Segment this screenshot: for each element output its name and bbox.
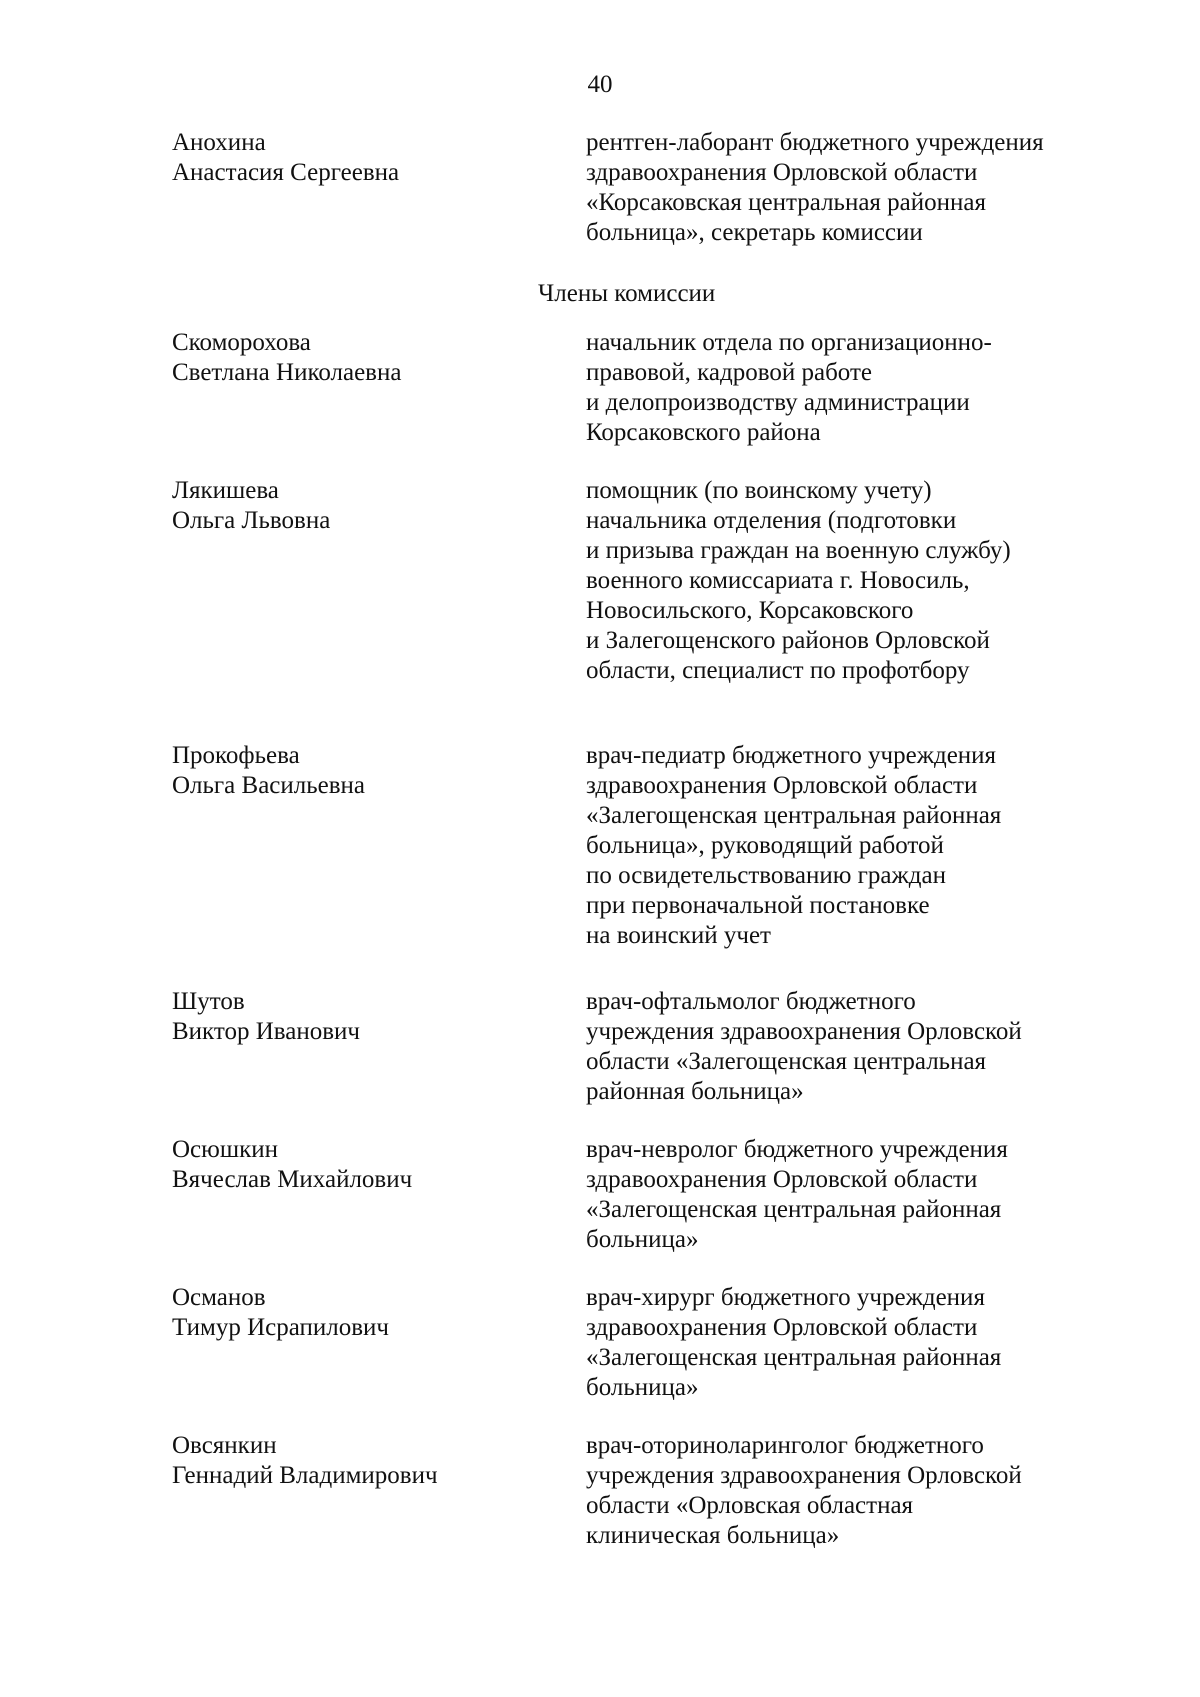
- member-given-names: Ольга Львовна: [172, 507, 331, 534]
- member-name: [172, 1135, 572, 1195]
- member-position: [586, 1135, 1106, 1255]
- member-given-names: Геннадий Владимирович: [172, 1462, 438, 1489]
- member-name: [172, 476, 572, 536]
- member-position: [586, 987, 1106, 1107]
- member-surname: Прокофьева: [172, 742, 300, 769]
- member-surname: Скоморохова: [172, 329, 311, 356]
- position-line: «Корсаковская центральная районная: [586, 189, 986, 216]
- member-position: [586, 328, 1106, 448]
- member-name: [172, 1283, 572, 1343]
- position-line: районная больница»: [586, 1078, 804, 1105]
- position-line: военного комиссариата г. Новосиль,: [586, 567, 970, 594]
- position-line: и призыва граждан на военную службу): [586, 537, 1011, 564]
- member-surname: Анохина: [172, 129, 266, 156]
- member-given-names: Тимур Исрапилович: [172, 1314, 390, 1341]
- position-line: при первоначальной постановке: [586, 892, 930, 919]
- position-line: и делопроизводству администрации: [586, 389, 970, 416]
- position-line: и Залегощенского районов Орловской: [586, 627, 990, 654]
- position-line: здравоохранения Орловской области: [586, 1166, 978, 1193]
- position-line: «Залегощенская центральная районная: [586, 1196, 1002, 1223]
- position-line: Новосильского, Корсаковского: [586, 597, 914, 624]
- member-surname: Османов: [172, 1284, 266, 1311]
- position-line: «Залегощенская центральная районная: [586, 1344, 1002, 1371]
- member-name: [172, 987, 572, 1047]
- position-line: учреждения здравоохранения Орловской: [586, 1018, 1022, 1045]
- position-line: на воинский учет: [586, 922, 771, 949]
- member-surname: Овсянкин: [172, 1432, 277, 1459]
- position-line: врач-офтальмолог бюджетного: [586, 988, 916, 1015]
- position-line: здравоохранения Орловской области: [586, 159, 978, 186]
- member-name: [172, 328, 572, 388]
- position-line: «Залегощенская центральная районная: [586, 802, 1002, 829]
- position-line: начальника отделения (подготовки: [586, 507, 957, 534]
- position-line: больница»: [586, 1226, 699, 1253]
- member-name: [172, 741, 572, 801]
- position-line: по освидетельствованию граждан: [586, 862, 946, 889]
- position-line: начальник отдела по организационно-: [586, 329, 992, 356]
- member-given-names: Анастасия Сергеевна: [172, 159, 400, 186]
- position-line: области «Орловская областная: [586, 1492, 914, 1519]
- position-line: области, специалист по профотбору: [586, 657, 970, 684]
- position-line: области «Залегощенская центральная: [586, 1048, 987, 1075]
- member-surname: Лякишева: [172, 477, 279, 504]
- members-heading: Члены комиссии: [538, 280, 716, 307]
- member-surname: Осюшкин: [172, 1136, 278, 1163]
- member-surname: Шутов: [172, 988, 245, 1015]
- position-line: больница», секретарь комиссии: [586, 219, 923, 246]
- position-line: врач-хирург бюджетного учреждения: [586, 1284, 985, 1311]
- member-name: [172, 1431, 572, 1491]
- member-given-names: Виктор Иванович: [172, 1018, 360, 1045]
- position-line: врач-педиатр бюджетного учреждения: [586, 742, 997, 769]
- position-line: больница», руководящий работой: [586, 832, 944, 859]
- position-line: больница»: [586, 1374, 699, 1401]
- position-line: учреждения здравоохранения Орловской: [586, 1462, 1022, 1489]
- position-line: помощник (по воинскому учету): [586, 477, 932, 504]
- member-given-names: Светлана Николаевна: [172, 359, 402, 386]
- member-position: [586, 1283, 1106, 1403]
- member-position: [586, 1431, 1106, 1551]
- position-line: врач-невролог бюджетного учреждения: [586, 1136, 1008, 1163]
- position-line: здравоохранения Орловской области: [586, 772, 978, 799]
- position-line: правовой, кадровой работе: [586, 359, 872, 386]
- member-position: [586, 128, 1106, 248]
- page-number: 40: [587, 71, 613, 98]
- member-given-names: Вячеслав Михайлович: [172, 1166, 413, 1193]
- position-line: Корсаковского района: [586, 419, 821, 446]
- member-position: [586, 476, 1106, 686]
- member-given-names: Ольга Васильевна: [172, 772, 366, 799]
- position-line: здравоохранения Орловской области: [586, 1314, 978, 1341]
- position-line: рентген-лаборант бюджетного учреждения: [586, 129, 1044, 156]
- position-line: клиническая больница»: [586, 1522, 840, 1549]
- position-line: врач-оториноларинголог бюджетного: [586, 1432, 984, 1459]
- member-position: [586, 741, 1106, 951]
- member-name: [172, 128, 572, 188]
